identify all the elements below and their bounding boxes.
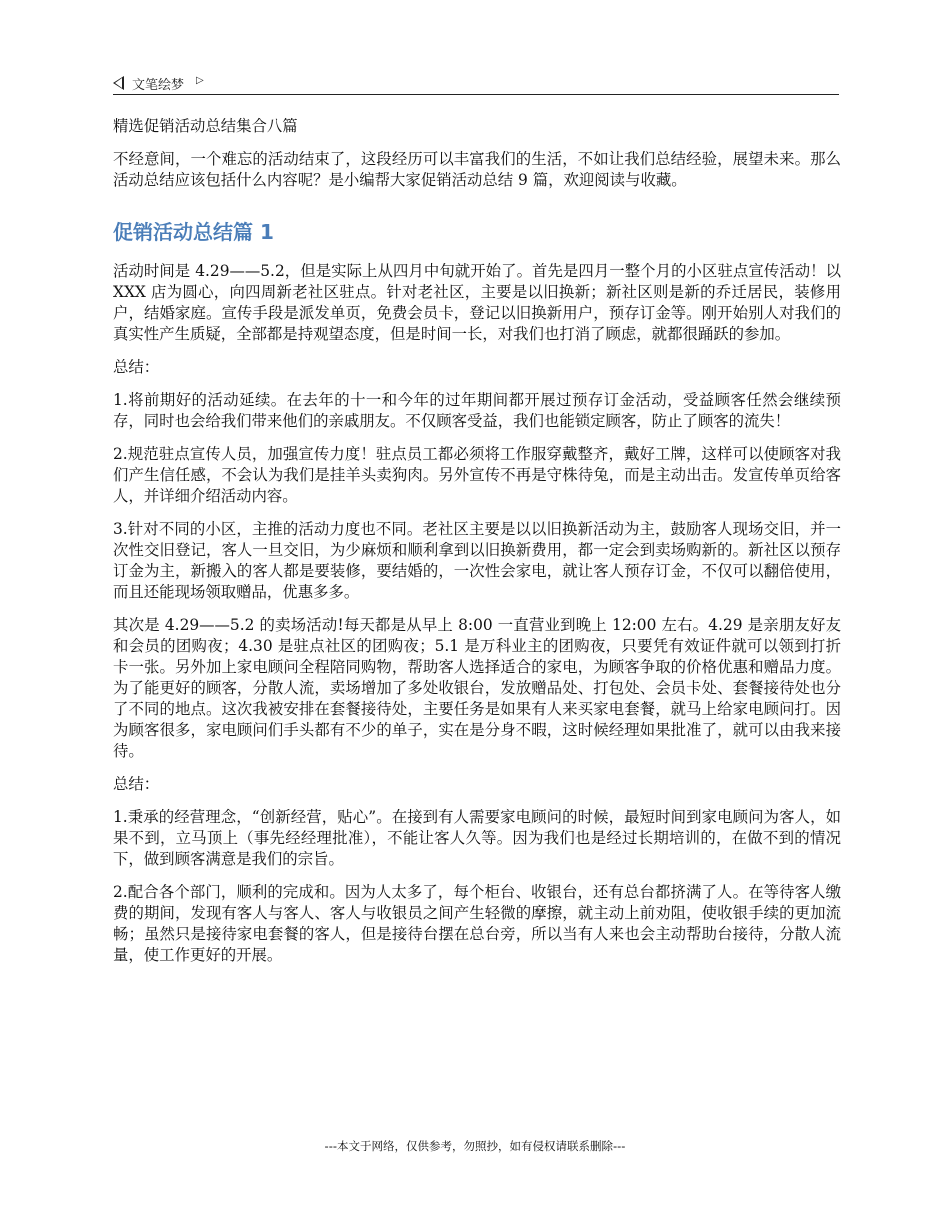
intro-paragraph: 不经意间，一个难忘的活动结束了，这段经历可以丰富我们的生活，不如让我们总结经验，展望未来。那么活动总结应该包括什么内容呢？是小编帮大家促销活动总结 9 篇，欢迎阅读与收藏。 bbox=[113, 150, 841, 189]
summary-label: 总结： bbox=[113, 358, 160, 376]
triangle-left-icon bbox=[113, 76, 124, 90]
paragraph: 1.秉承的经营理念，“创新经营，贴心”。在接到有人需要家电顾问的时候，最短时间到家电顾问为客人，如果不到，立马顶上（事先经经理批准），不能让客人久等。因为我们也是经过长期培训的，在做不到的情况下，做到顾客满意是我们的宗旨。 bbox=[113, 808, 841, 868]
page-header bbox=[113, 72, 839, 95]
paragraph: 3.针对不同的小区，主推的活动力度也不同。老社区主要是以以旧换新活动为主，鼓励客人现场交旧，并一次性交旧登记，客人一旦交旧，为少麻烦和顺利拿到以旧换新费用，都一定会到卖场购新的。新社区以预存订金为主，新搬入的客人都是要装修，要结婚的，一次性会家电，就让客人预存订金，不仅可以翻倍使用，而且还能现场领取赠品，优惠多多。 bbox=[113, 520, 841, 601]
page-footer: ---本文于网络，仅供参考，勿照抄，如有侵权请联系删除--- bbox=[324, 1139, 626, 1153]
document-body bbox=[113, 116, 841, 978]
document-title: 精选促销活动总结集合八篇 bbox=[113, 117, 298, 135]
paragraph: 1.将前期好的活动延续。在去年的十一和今年的过年期间都开展过预存订金活动，受益顾客任然会继续预存，同时也会给我们带来他们的亲戚朋友。不仅顾客受益，我们也能锁定顾客，防止了顾客的流失！ bbox=[113, 391, 841, 430]
summary-label: 总结： bbox=[113, 775, 160, 793]
paragraph: 活动时间是 4.29——5.2，但是实际上从四月中旬就开始了。首先是四月一整个月的小区驻点宣传活动！以 XXX 店为圆心，向四周新老社区驻点。针对老社区，主要是以旧换新；新社区则是新的乔迁居民，装修用户，结婚家庭。宣传手段是派发单页，免费会员卡，登记以旧换新用户，预存订金等。刚开始别人对我们的真实性产生质疑，全部都是持观望态度，但是时间一长，对我们也打消了顾虑，就都很踊跃的参加。 bbox=[113, 262, 841, 343]
section-heading: 促销活动总结篇 1 bbox=[113, 220, 274, 244]
paragraph: 2.配合各个部门，顺利的完成和。因为人太多了，每个柜台、收银台，还有总台都挤满了人。在等待客人缴费的期间，发现有客人与客人、客人与收银员之间产生轻微的摩擦，就主动上前劝阻，使收银手续的更加流畅；虽然只是接待家电套餐的客人，但是接待台摆在总台旁，所以当有人来也会主动帮助台接待，分散人流量，使工作更好的开展。 bbox=[113, 883, 841, 964]
header-brand: 文笔绘梦 bbox=[132, 77, 185, 93]
paragraph: 其次是 4.29——5.2 的卖场活动!每天都是从早上 8:00 一直营业到晚上 12:00 左右。4.29 是亲朋友好友和会员的团购夜；4.30 是驻点社区的团购夜；5.1 是万科业主的团购夜，只要凭有效证件就可以领到打折卡一张。另外加上家电顾问全程陪同购物，帮助客人选择适合的家电，为顾客争取的价格优惠和赠品力度。为了能更好的顾客，分散人流，卖场增加了多处收银台，发放赠品处、打包处、会员卡处、套餐接待处也分了不同的地点。这次我被安排在套餐接待处，主要任务是如果有人来买家电套餐，就马上给家电顾问打。因为顾客很多，家电顾问们手头都有不少的单子，实在是分身不暇，这时候经理如果批准了，就可以由我来接待。 bbox=[113, 616, 841, 760]
paragraph: 2.规范驻点宣传人员，加强宣传力度！驻点员工都必须将工作服穿戴整齐，戴好工牌，这样可以使顾客对我们产生信任感，不会认为我们是挂羊头卖狗肉。另外宣传不再是守株待兔，而是主动出击。发宣传单页给客人，并详细介绍活动内容。 bbox=[113, 445, 841, 505]
triangle-right-icon: ▷ bbox=[196, 74, 204, 86]
